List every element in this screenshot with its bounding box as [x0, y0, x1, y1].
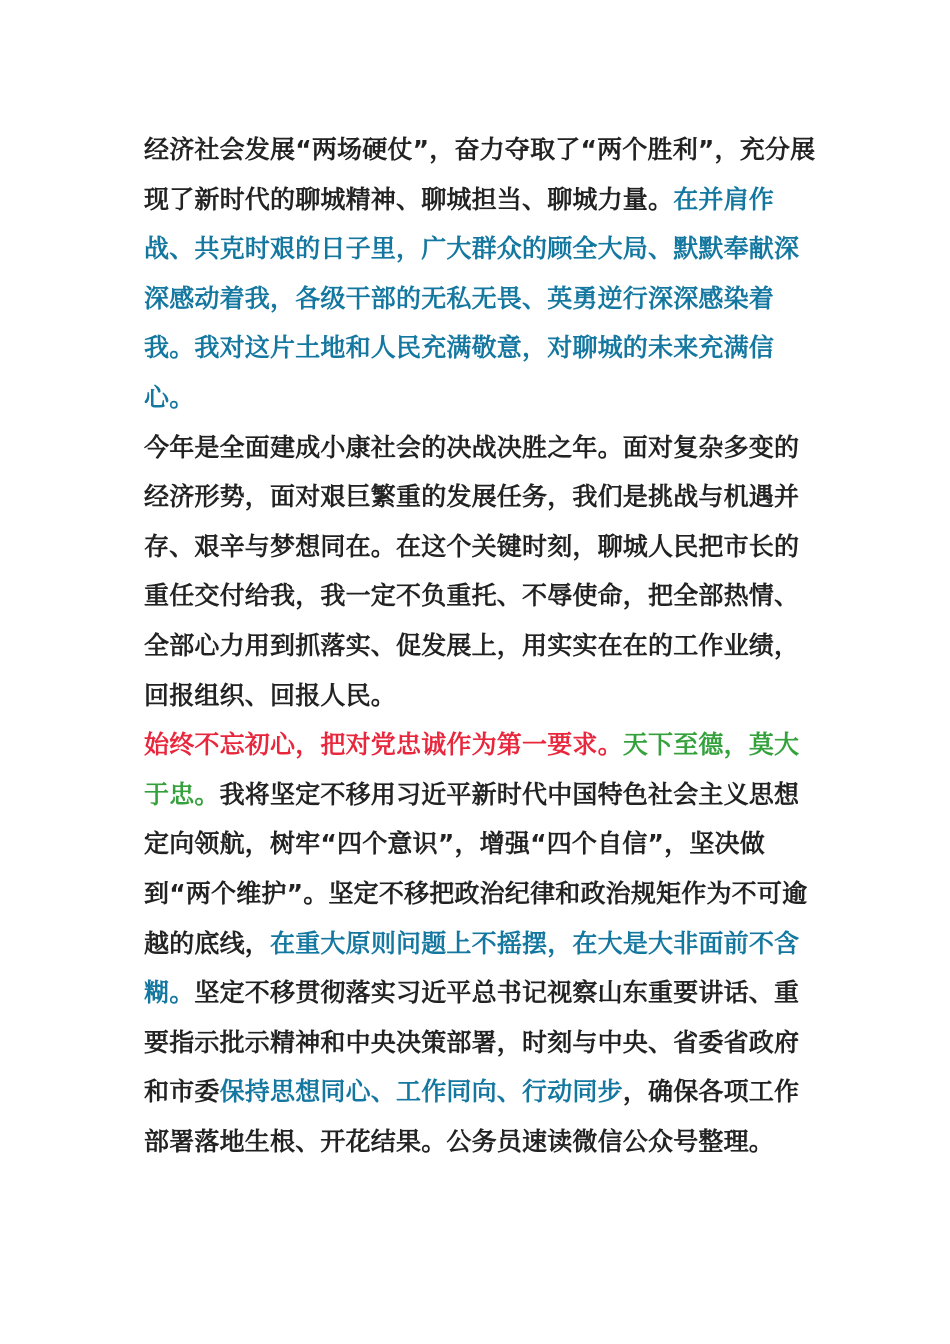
text-segment: ，确保各项工作部署落地生根、开花结果。公务员速读微信公众号整理。 — [144, 1077, 800, 1156]
text-segment: 坚定不移贯彻落实习近平总书记视察山东重要讲话、重要指示批示精神和中央决策部署，时刻与中央、省委省政府和市委 — [144, 978, 800, 1107]
text-segment: 我将坚定不移用习近平新时代中国特色社会主义思想定向领航，树牢“四个意识”，增强“四个自信”，坚决做到“两个维护”。坚定不移把政治纪律和政治规矩作为不可逾越的底线， — [144, 779, 808, 958]
highlight-red-segment: 始终不忘初心，把对党忠诚作为第一要求。 — [144, 730, 623, 760]
paragraph-1 — [144, 125, 824, 720]
paragraph-2 — [144, 720, 824, 1166]
highlight-blue-segment: 保持思想同心、工作同向、行动同步 — [219, 1077, 623, 1107]
text-segment: 经济社会发展“两场硬仗”，奋力夺取了“两个胜利”，充分展现了新时代的聊城精神、聊城担当、聊城力量。 — [144, 135, 816, 214]
highlight-blue-segment: 在重大原则问题上不摇摆，在大是大非面前不含糊。 — [144, 928, 800, 1008]
highlight-green-segment: 天下至德，莫大于忠。 — [144, 730, 800, 809]
document-body — [144, 125, 824, 1166]
highlight-blue-segment: 在并肩作战、共克时艰的日子里，广大群众的顾全大局、默默奉献深深感动着我，各级干部的无私无畏、英勇逆行深深感染着我。我对这片土地和人民充满敬意，对聊城的未来充满信心。 — [144, 184, 800, 412]
text-segment: 今年是全面建成小康社会的决战决胜之年。面对复杂多变的经济形势，面对艰巨繁重的发展任务，我们是挑战与机遇并存、艰辛与梦想同在。在这个关键时刻，聊城人民把市长的重任交付给我，我一定不负重托、不辱使命，把全部热情、全部心力用到抓落实、促发展上，用实实在在的工作业绩，回报组织、回报人民。 — [144, 432, 800, 710]
